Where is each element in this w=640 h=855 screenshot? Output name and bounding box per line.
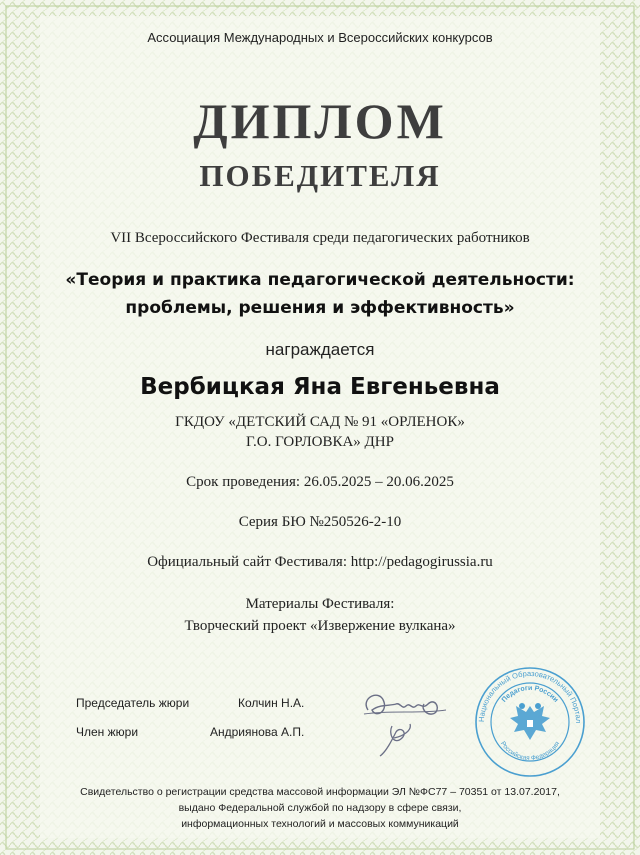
- organization-line-1: ГКДОУ «ДЕТСКИЙ САД № 91 «ОРЛЕНОК»: [175, 414, 465, 430]
- festival-website: Официальный сайт Фестиваля: http://pedagogirussia.ru: [147, 554, 493, 570]
- seal-inner-bottom-text: Российская Федерация: [498, 740, 562, 763]
- diploma-title: ДИПЛОМ: [193, 93, 447, 149]
- recipient-name: Вербицкая Яна Евгеньевна: [140, 374, 500, 400]
- registration-footer-line-2: выдано Федеральной службой по надзору в сфере связи,: [178, 802, 462, 814]
- association-name: Ассоциация Международных и Всероссийских конкурсов: [147, 30, 493, 45]
- festival-theme-line-1: «Теория и практика педагогической деятельности:: [65, 270, 575, 290]
- jury-member-name: Андриянова А.П.: [210, 725, 305, 739]
- organization-line-2: Г.О. ГОРЛОВКА» ДНР: [246, 434, 394, 450]
- diploma-series: Серия БЮ №250526-2-10: [238, 514, 402, 530]
- svg-text:Педагоги России: [501, 685, 559, 704]
- festival-theme-line-2: проблемы, решения и эффективность»: [125, 298, 515, 318]
- handwritten-signatures: [350, 680, 460, 760]
- festival-name: VII Всероссийского Фестиваля среди педагогических работников: [110, 230, 530, 246]
- coat-of-arms-seal-icon: [474, 666, 586, 778]
- seal-inner-top-text: Педагоги России: [500, 684, 560, 704]
- diploma-subtitle: ПОБЕДИТЕЛЯ: [199, 158, 441, 193]
- double-headed-eagle-icon: [510, 703, 550, 740]
- awarded-label: награждается: [265, 340, 375, 359]
- jury-chair-role: Председатель жюри: [76, 696, 190, 710]
- registration-footer-line-1: Свидетельство о регистрации средства массовой информации ЭЛ №ФС77 – 70351 от 13.07.2017,: [80, 786, 560, 798]
- materials-value: Творческий проект «Извержение вулкана»: [184, 618, 456, 634]
- registration-footer-line-3: информационных технологий и массовых коммуникаций: [181, 818, 459, 830]
- jury-chair-name: Колчин Н.А.: [238, 696, 305, 710]
- materials-label: Материалы Фестиваля:: [245, 596, 395, 612]
- seal-outer-text: Национальный Образовательный Портал: [476, 668, 584, 724]
- svg-text:Российская Федерация: [499, 740, 561, 762]
- jury-member-role: Член жюри: [76, 725, 139, 739]
- festival-period: Срок проведения: 26.05.2025 – 20.06.2025: [186, 474, 454, 490]
